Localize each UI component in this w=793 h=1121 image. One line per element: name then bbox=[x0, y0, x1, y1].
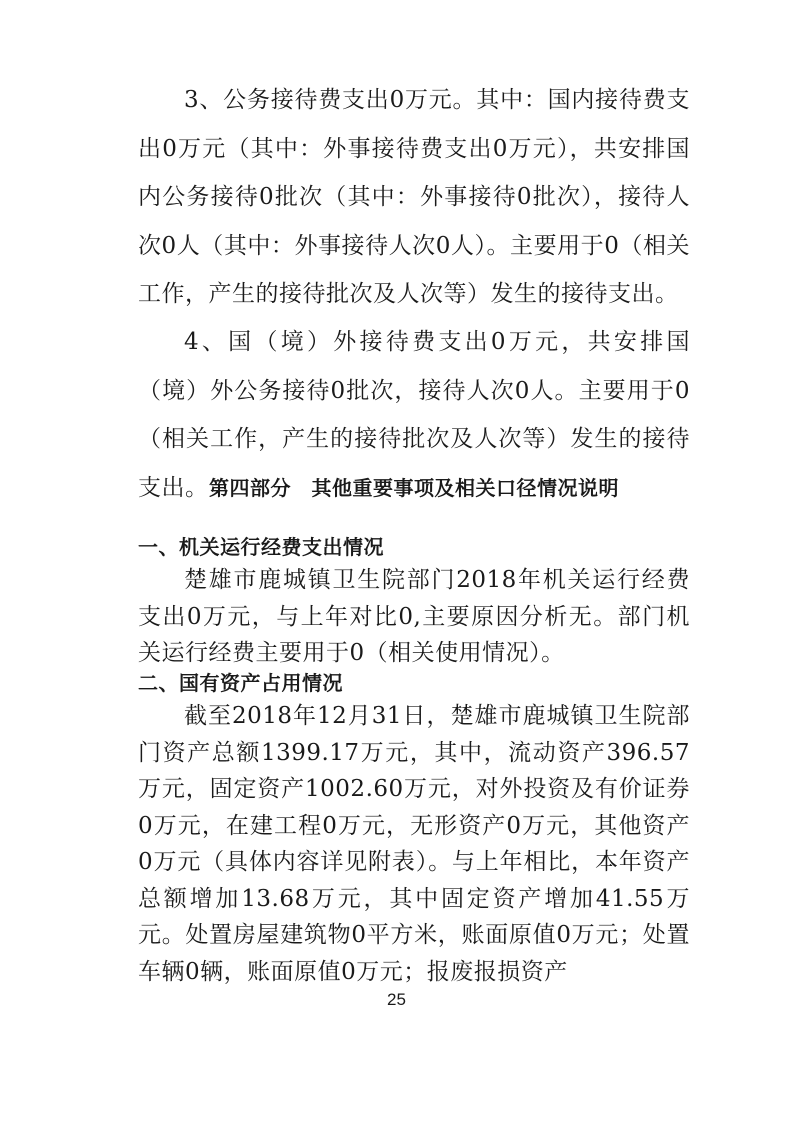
page-number: 25 bbox=[387, 990, 406, 1009]
paragraph-operating-expenses: 楚雄市鹿城镇卫生院部门2018年机关运行经费支出0万元，与上年对比0,主要原因分析无。部门机关运行经费主要用于0（相关使用情况）。 bbox=[138, 567, 690, 666]
section-heading-state-assets: 二、国有资产占用情况 bbox=[138, 671, 343, 695]
section-heading-operating-expenses: 一、机关运行经费支出情况 bbox=[138, 535, 384, 559]
part-four-heading: 第四部分 其他重要事项及相关口径情况说明 bbox=[209, 476, 619, 500]
paragraph-reception-domestic: 3、公务接待费支出0万元。其中：国内接待费支出0万元（其中：外事接待费支出0万元），共安排国内公务接待0批次（其中：外事接待0批次），接待人次0人（其中：外事接待人次0人）。主要用于0（相关工作，产生的接待批次及人次等）发生的接待支出。 bbox=[138, 87, 690, 307]
paragraph-reception-foreign: 4、国（境）外接待费支出0万元，共安排国（境）外公务接待0批次，接待人次0人。主要用于0（相关工作，产生的接待批次及人次等）发生的接待支出。 bbox=[138, 329, 690, 501]
paragraph-state-assets: 截至2018年12月31日，楚雄市鹿城镇卫生院部门资产总额1399.17万元，其中，流动资产396.57万元，固定资产1002.60万元，对外投资及有价证券0万元，在建工程0万元，无形资产0万元，其他资产0万元（具体内容详见附表）。与上年相比，本年资产总额增加13.68万元，其中固定资产增加41.55万元。处置房屋建筑物0平方米，账面原值0万元；处置车辆0辆，账面原值0万元；报废报损资产 bbox=[138, 703, 690, 985]
